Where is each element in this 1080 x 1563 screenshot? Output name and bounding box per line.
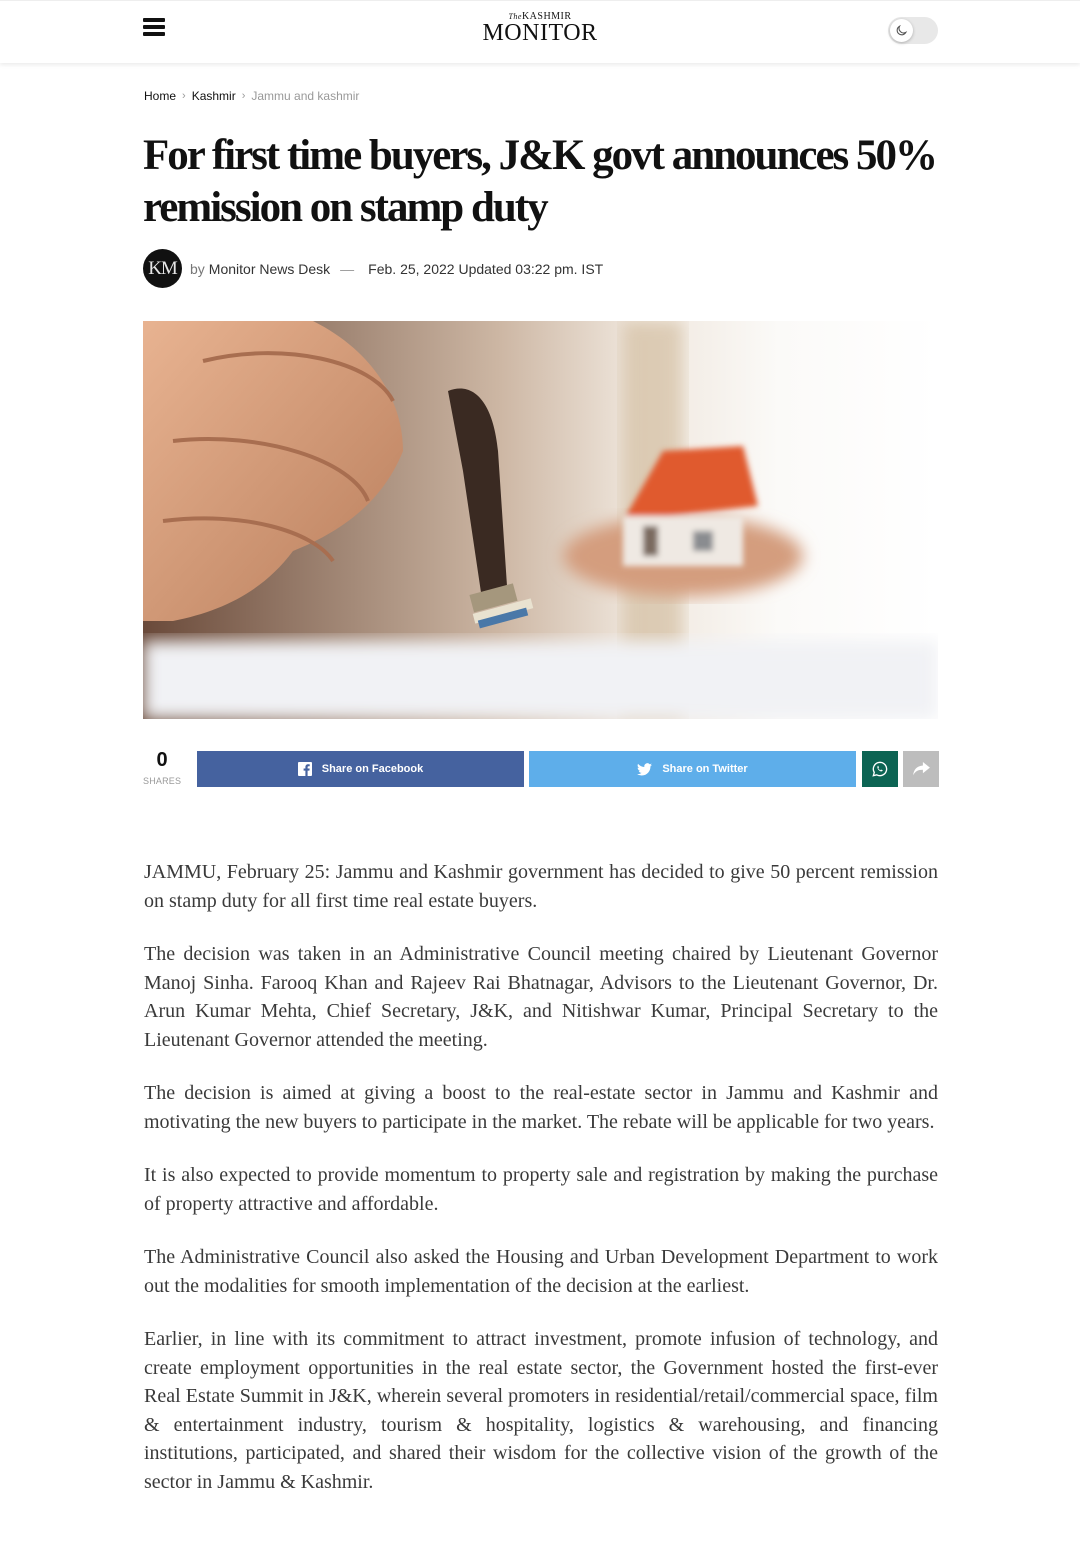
article-title: For first time buyers, J&K govt announces 50% remission on stamp duty bbox=[143, 132, 937, 231]
share-facebook-button[interactable] bbox=[197, 751, 524, 787]
dark-mode-toggle[interactable] bbox=[888, 17, 938, 44]
logo-small-text: TheKASHMIR bbox=[508, 11, 572, 22]
article-body bbox=[144, 858, 938, 1521]
site-logo[interactable] bbox=[440, 12, 640, 44]
logo-big-text: MONITOR bbox=[482, 20, 598, 46]
whatsapp-icon bbox=[872, 761, 888, 777]
share-twitter-label: Share on Twitter bbox=[662, 763, 748, 775]
share-count-number: 0 bbox=[156, 749, 168, 771]
breadcrumb-current: Jammu and kashmir bbox=[251, 89, 360, 103]
article-meta bbox=[143, 249, 603, 288]
breadcrumb bbox=[144, 89, 359, 103]
twitter-icon bbox=[637, 763, 652, 776]
chevron-right-icon: › bbox=[241, 90, 246, 102]
author-link[interactable]: Monitor News Desk bbox=[208, 260, 331, 277]
publish-date: Feb. 25, 2022 Updated 03:22 pm. IST bbox=[368, 260, 604, 277]
share-twitter-button[interactable] bbox=[529, 751, 856, 787]
article-paragraph: It is also expected to provide momentum to property sale and registration by making the purchase of property attractive and affordable. bbox=[144, 1164, 938, 1215]
author-avatar[interactable]: KM bbox=[143, 249, 182, 288]
share-arrow-icon bbox=[913, 762, 930, 776]
meta-separator: — bbox=[340, 260, 355, 277]
moon-icon bbox=[890, 19, 913, 42]
by-label: by bbox=[190, 260, 205, 277]
breadcrumb-kashmir[interactable]: Kashmir bbox=[191, 89, 236, 103]
top-navigation-bar bbox=[0, 0, 1080, 63]
share-more-button[interactable] bbox=[903, 751, 939, 787]
breadcrumb-home[interactable]: Home bbox=[144, 89, 177, 103]
share-whatsapp-button[interactable] bbox=[862, 751, 898, 787]
article-paragraph: The Administrative Council also asked the Housing and Urban Development Department to work out the modalities for smooth implementation of the decision at the earliest. bbox=[144, 1246, 938, 1297]
article-paragraph: JAMMU, February 25: Jammu and Kashmir government has decided to give 50 percent remission on stamp duty for all first time real estate buyers. bbox=[144, 861, 938, 912]
share-count-label: SHARES bbox=[143, 776, 182, 786]
article-paragraph: The decision was taken in an Administrative Council meeting chaired by Lieutenant Governor Manoj Sinha. Farooq Khan and Rajeev Rai Bhatnagar, Advisors to the Lieutenant Governor, Dr. Arun Kumar Mehta, Chief Secretary, J&K, and Nitishwar Kumar, Principal Secretary to the Lieutenant Governor attended the meeting. bbox=[144, 943, 938, 1051]
share-bar bbox=[143, 751, 939, 788]
hero-image bbox=[143, 321, 938, 719]
article-paragraph: Earlier, in line with its commitment to attract investment, promote infusion of technology, and create employment opportunities in the real estate sector, the Government hosted the first-ever Real Estate Summit in J&K, wherein several promoters in residential/retail/commercial space, film & entertainment industry, tourism & hospitality, logistics & warehousing, and financing institutions, participated, and shared their wisdom for the collective vision of the growth of the sector in Jammu & Kashmir. bbox=[144, 1328, 938, 1493]
article-paragraph: The decision is aimed at giving a boost to the real-estate sector in Jammu and Kashmir and motivating the new buyers to participate in the market. The rebate will be applicable for two years. bbox=[144, 1082, 938, 1133]
hamburger-menu-icon[interactable] bbox=[143, 18, 165, 38]
share-count bbox=[143, 749, 181, 786]
share-facebook-label: Share on Facebook bbox=[321, 763, 424, 775]
chevron-right-icon: › bbox=[182, 90, 186, 102]
facebook-icon bbox=[298, 762, 312, 776]
